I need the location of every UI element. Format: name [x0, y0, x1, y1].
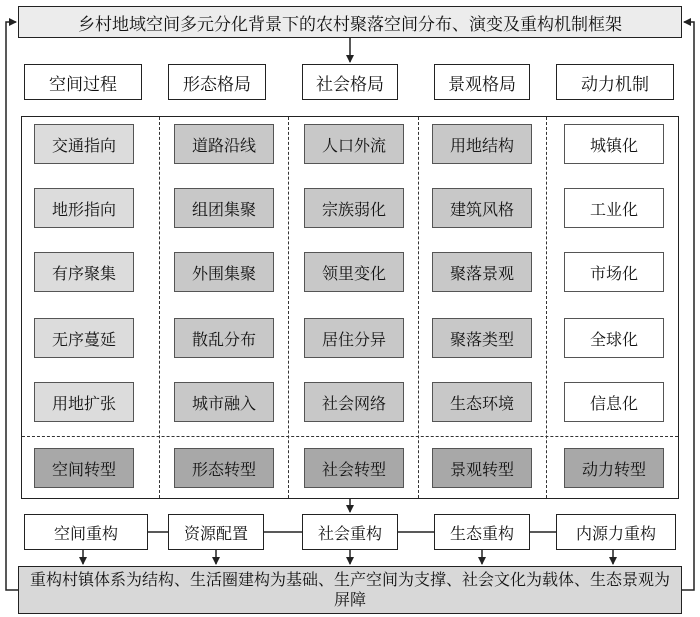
factor-cell: 信息化: [564, 382, 664, 422]
reconstruction-box: 社会重构: [302, 514, 398, 550]
header-landscape-pattern: 景观格局: [434, 64, 530, 100]
factor-frame: [21, 116, 679, 499]
reconstruction-box: 资源配置: [168, 514, 264, 550]
reconstruction-box: 内源力重构: [556, 514, 676, 550]
factor-cell: 用地结构: [432, 124, 532, 164]
factor-cell: 散乱分布: [174, 318, 274, 358]
header-social-pattern: 社会格局: [302, 64, 398, 100]
factor-cell: 全球化: [564, 318, 664, 358]
factor-cell: 聚落类型: [432, 318, 532, 358]
factor-cell: 无序蔓延: [34, 318, 134, 358]
factor-cell: 建筑风格: [432, 188, 532, 228]
column-divider: [159, 117, 160, 498]
factor-cell: 交通指向: [34, 124, 134, 164]
reconstruction-box: 空间重构: [24, 514, 148, 550]
factor-cell: 道路沿线: [174, 124, 274, 164]
feedback-loop-line-right: [682, 22, 694, 590]
reconstruction-box: 生态重构: [434, 514, 530, 550]
factor-cell: 生态环境: [432, 382, 532, 422]
framework-title: 乡村地域空间多元分化背景下的农村聚落空间分布、演变及重构机制框架: [18, 6, 682, 38]
factor-cell: 市场化: [564, 252, 664, 292]
factor-cell: 人口外流: [304, 124, 404, 164]
reconstruction-summary: 重构村镇体系为结构、生活圈建构为基础、生产空间为支撑、社会文化为载体、生态景观为屏障: [18, 566, 682, 614]
factor-cell: 社会网络: [304, 382, 404, 422]
transform-cell: 景观转型: [432, 448, 532, 488]
transform-cell: 动力转型: [564, 448, 664, 488]
factor-cell: 有序聚集: [34, 252, 134, 292]
column-divider: [288, 117, 289, 498]
feedback-loop-line: [6, 22, 18, 590]
header-morphology-pattern: 形态格局: [168, 64, 266, 100]
factor-cell: 居住分异: [304, 318, 404, 358]
row-divider: [22, 436, 678, 437]
factor-cell: 外围集聚: [174, 252, 274, 292]
column-divider: [418, 117, 419, 498]
factor-cell: 城镇化: [564, 124, 664, 164]
header-spatial-process: 空间过程: [24, 64, 142, 100]
factor-cell: 领里变化: [304, 252, 404, 292]
factor-cell: 城市融入: [174, 382, 274, 422]
transform-cell: 社会转型: [304, 448, 404, 488]
factor-cell: 工业化: [564, 188, 664, 228]
transform-cell: 空间转型: [34, 448, 134, 488]
factor-cell: 组团集聚: [174, 188, 274, 228]
factor-cell: 地形指向: [34, 188, 134, 228]
factor-cell: 聚落景观: [432, 252, 532, 292]
factor-cell: 用地扩张: [34, 382, 134, 422]
transform-cell: 形态转型: [174, 448, 274, 488]
header-dynamic-mechanism: 动力机制: [556, 64, 674, 100]
factor-cell: 宗族弱化: [304, 188, 404, 228]
column-divider: [546, 117, 547, 498]
